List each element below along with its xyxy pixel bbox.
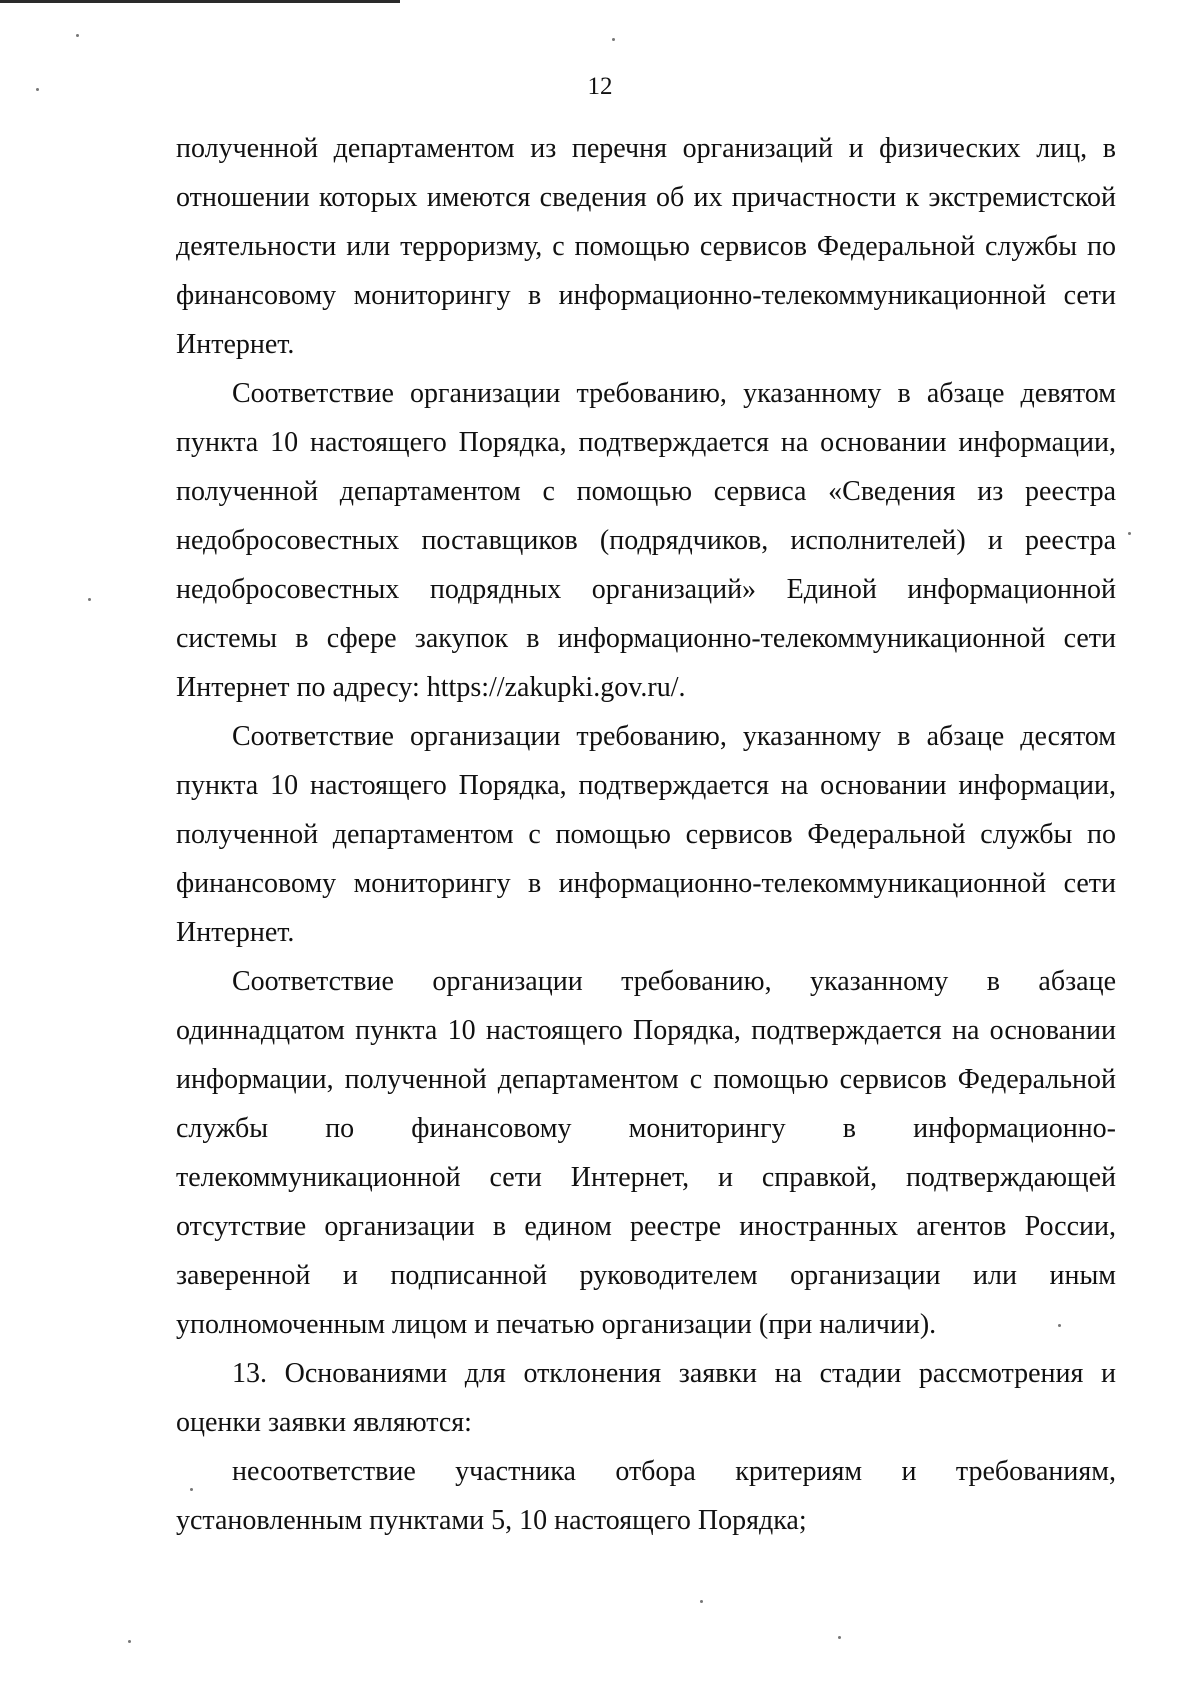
scan-speck — [612, 38, 615, 41]
paragraph-requirement-11: Соответствие организации требованию, указанному в абзаце одиннадцатом пункта 10 настоящего Порядка, подтверждается на основании информации, полученной департаментом с помощью сервисов Федеральной службы по финансовому мониторингу в информационно-телекоммуникационной сети Интернет, и справкой, подтверждающей отсутствие организации в едином реестре иностранных агентов России, заверенной и подписанной руководителем организации или иным уполномоченным лицом и печатью организации (при наличии). — [176, 966, 1116, 1340]
scan-speck — [1128, 532, 1131, 535]
scan-speck — [190, 1488, 193, 1491]
paragraph-section-13: 13. Основаниями для отклонения заявки на стадии рассмотрения и оценки заявки являются: — [176, 1358, 1116, 1438]
paragraph-continuation: полученной департаментом из перечня организаций и физических лиц, в отношении которых имеются сведения об их причастности к экстремистской деятельности или терроризму, с помощью сервисов Федеральной службы по финансовому мониторингу в информационно-телекоммуникационной сети Интернет. — [176, 133, 1116, 360]
document-body — [176, 124, 1116, 1545]
scan-speck — [838, 1636, 841, 1639]
top-rule — [0, 0, 400, 3]
scan-speck — [76, 34, 79, 37]
scan-speck — [1058, 1324, 1061, 1327]
scan-speck — [700, 1600, 703, 1603]
scan-speck — [88, 598, 91, 601]
page-number: 12 — [587, 73, 613, 100]
paragraph-requirement-10: Соответствие организации требованию, указанному в абзаце десятом пункта 10 настоящего Порядка, подтверждается на основании информации, полученной департаментом с помощью сервисов Федеральной службы по финансовому мониторингу в информационно-телекоммуникационной сети Интернет. — [176, 721, 1116, 948]
scan-speck — [128, 1640, 131, 1643]
paragraph-rejection-ground: несоответствие участника отбора критериям и требованиям, установленным пунктами 5, 10 настоящего Порядка; — [176, 1456, 1116, 1536]
paragraph-requirement-9: Соответствие организации требованию, указанному в абзаце девятом пункта 10 настоящего Порядка, подтверждается на основании информации, полученной департаментом с помощью сервиса «Сведения из реестра недобросовестных поставщиков (подрядчиков, исполнителей) и реестра недобросовестных подрядных организаций» Единой информационной системы в сфере закупок в информационно-телекоммуникационной сети Интернет по адресу: https://zakupki.gov.ru/. — [176, 378, 1116, 703]
scan-speck — [36, 88, 39, 91]
